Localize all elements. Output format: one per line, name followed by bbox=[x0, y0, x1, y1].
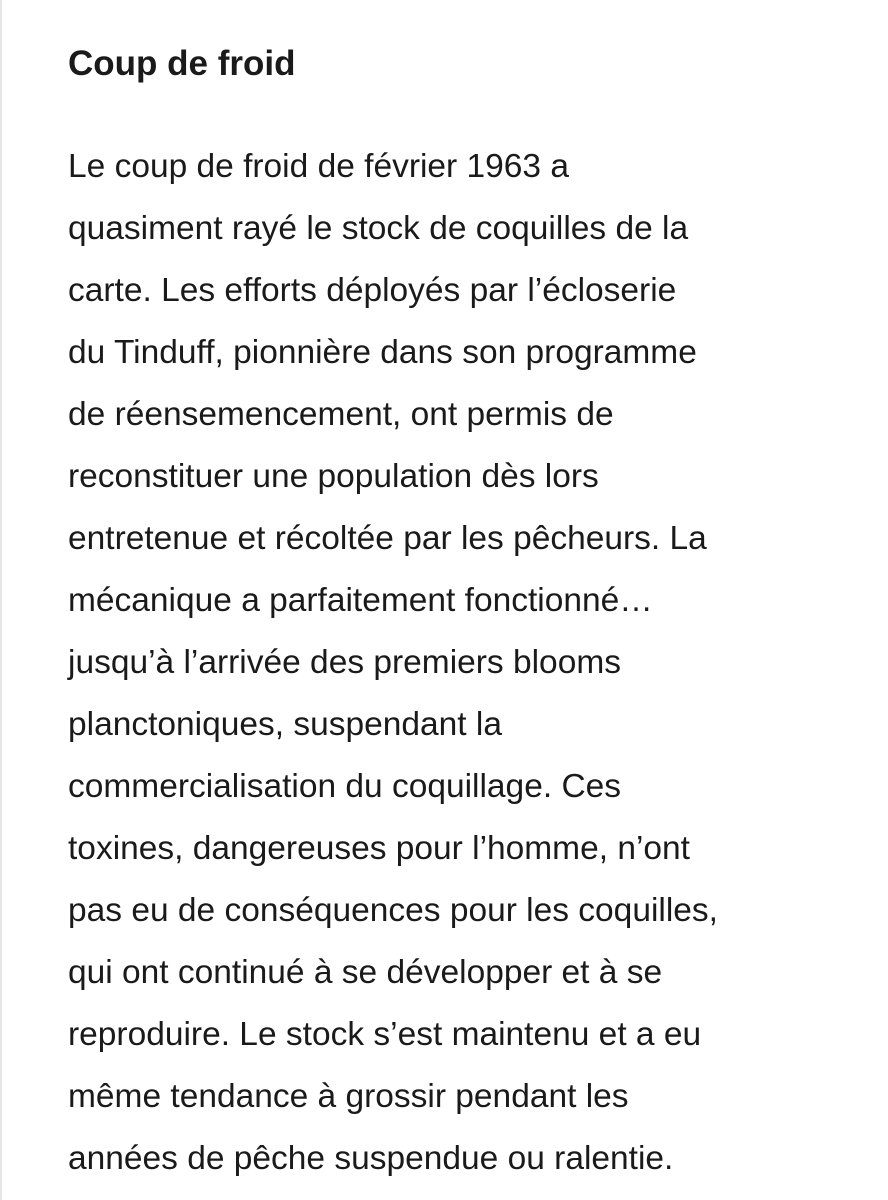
paragraph-line: toxines, dangereuses pour l’homme, n’ont bbox=[68, 830, 690, 867]
article-heading: Coup de froid bbox=[68, 44, 296, 83]
paragraph-line: même tendance à grossir pendant les bbox=[68, 1078, 629, 1115]
paragraph-line: reproduire. Le stock s’est maintenu et a eu bbox=[68, 1016, 702, 1053]
article-paragraph bbox=[68, 136, 868, 1190]
paragraph-line: entretenue et récoltée par les pêcheurs. La bbox=[68, 520, 707, 557]
paragraph-line: quasiment rayé le stock de coquilles de la bbox=[68, 210, 689, 247]
paragraph-line: pas eu de conséquences pour les coquilles, bbox=[68, 892, 718, 929]
paragraph-line: reconstituer une population dès lors bbox=[68, 458, 599, 495]
paragraph-line: planctoniques, suspendant la bbox=[68, 706, 502, 743]
paragraph-line: Le coup de froid de février 1963 a bbox=[68, 148, 569, 185]
article bbox=[68, 36, 868, 1190]
paragraph-line: carte. Les efforts déployés par l’écloserie bbox=[68, 272, 677, 309]
paragraph-line: qui ont continué à se développer et à se bbox=[68, 954, 663, 991]
paragraph-line: jusqu’à l’arrivée des premiers blooms bbox=[68, 644, 621, 681]
paragraph-line: de réensemencement, ont permis de bbox=[68, 396, 614, 433]
paragraph-line: mécanique a parfaitement fonctionné… bbox=[68, 582, 653, 619]
paragraph-line: du Tinduff, pionnière dans son programme bbox=[68, 334, 697, 371]
paragraph-line: années de pêche suspendue ou ralentie. bbox=[68, 1140, 674, 1177]
paragraph-line: commercialisation du coquillage. Ces bbox=[68, 768, 622, 805]
left-divider bbox=[0, 0, 2, 1200]
